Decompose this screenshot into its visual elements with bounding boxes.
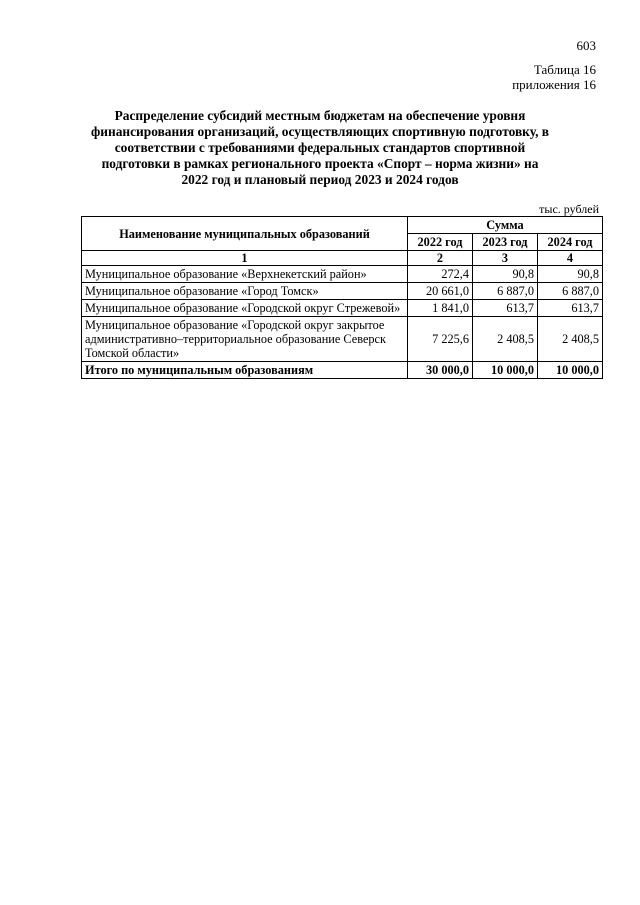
amount-2022: 20 661,0 — [408, 283, 473, 300]
table-row — [82, 300, 603, 317]
column-number: 2 — [408, 251, 473, 266]
table-reference-line1: Таблица 16 — [533, 62, 596, 77]
amount-2022: 7 225,6 — [408, 317, 473, 362]
amount-2023: 2 408,5 — [473, 317, 538, 362]
table-row — [82, 283, 603, 300]
amount-2022: 1 841,0 — [408, 300, 473, 317]
header-year-2022: 2022 год — [408, 234, 473, 251]
table-reference — [512, 62, 596, 92]
amount-2023: 6 887,0 — [473, 283, 538, 300]
amount-2024: 613,7 — [538, 300, 603, 317]
header-year-2023: 2023 год — [473, 234, 538, 251]
municipality-name: Муниципальное образование «Городской округ Стрежевой» — [82, 300, 408, 317]
municipality-name: Муниципальное образование «Верхнекетский район» — [82, 266, 408, 283]
table-reference-line2: приложения 16 — [512, 77, 596, 92]
amount-2022: 272,4 — [408, 266, 473, 283]
header-sum: Сумма — [408, 217, 603, 234]
table-header-row — [82, 217, 603, 234]
document-title: Распределение субсидий местным бюджетам на обеспечение уровня финансирования организаций, осуществляющих спортивную подготовку, в соответствии с требованиями федеральных стандартов спортивной подготовки в рамках регионального проекта «Спорт – норма жизни» на 2022 год и плановый период 2023 и 2024 годов — [91, 108, 549, 187]
table-row — [82, 317, 603, 362]
total-2024: 10 000,0 — [538, 362, 603, 379]
subsidies-table — [81, 216, 603, 379]
municipality-name: Муниципальное образование «Город Томск» — [82, 283, 408, 300]
amount-2023: 613,7 — [473, 300, 538, 317]
header-year-2024: 2024 год — [538, 234, 603, 251]
page-number: 603 — [576, 38, 596, 53]
units-label: тыс. рублей — [539, 202, 599, 216]
column-number: 1 — [82, 251, 408, 266]
amount-2023: 90,8 — [473, 266, 538, 283]
municipality-name: Муниципальное образование «Городской округ закрытое административно–территориальное образование Северск Томской области» — [82, 317, 408, 362]
total-row — [82, 362, 603, 379]
header-municipality-name: Наименование муниципальных образований — [82, 217, 408, 251]
column-number: 4 — [538, 251, 603, 266]
amount-2024: 90,8 — [538, 266, 603, 283]
column-number: 3 — [473, 251, 538, 266]
amount-2024: 6 887,0 — [538, 283, 603, 300]
column-number-row — [82, 251, 603, 266]
total-label: Итого по муниципальным образованиям — [82, 362, 408, 379]
total-2022: 30 000,0 — [408, 362, 473, 379]
amount-2024: 2 408,5 — [538, 317, 603, 362]
total-2023: 10 000,0 — [473, 362, 538, 379]
table-row — [82, 266, 603, 283]
